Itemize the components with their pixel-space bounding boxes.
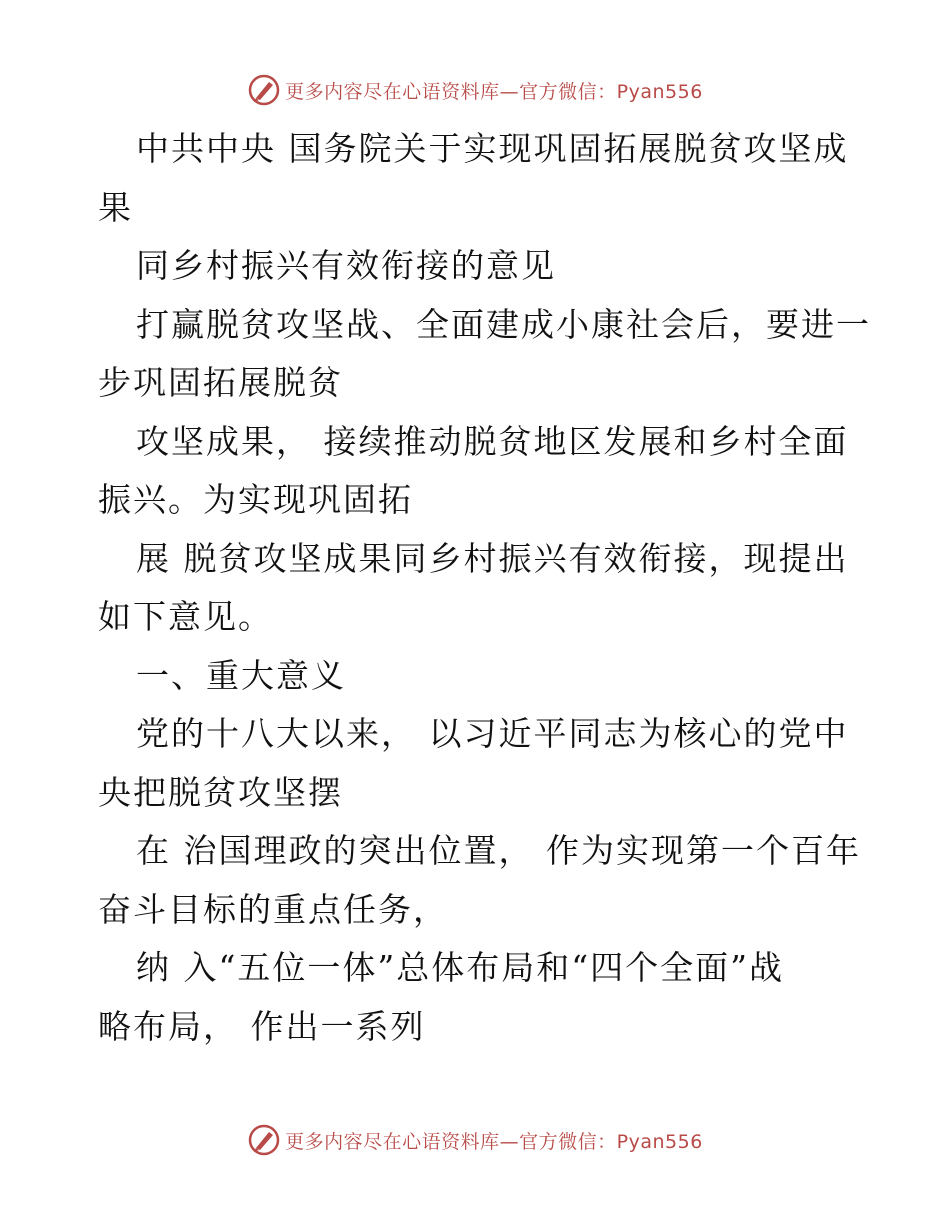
text-line: 攻坚成果， 接续推动脱贫地区发展和乡村全面 — [136, 421, 849, 461]
text-line: 打赢脱贫攻坚战、全面建成小康社会后，要进一 — [136, 304, 871, 344]
text-line: 展 脱贫攻坚成果同乡村振兴有效衔接，现提出 — [136, 538, 849, 578]
watermark-text: 更多内容尽在心语资料库—官方微信：Pyan556 — [285, 80, 703, 103]
document-body — [98, 120, 871, 1056]
text-line: 略布局， 作出一系列 — [98, 1006, 426, 1046]
watermark-text: 更多内容尽在心语资料库—官方微信：Pyan556 — [285, 1130, 703, 1153]
text-line: 党的十八大以来， 以习近平同志为核心的党中 — [136, 714, 849, 753]
text-line: 纳 入“五位一体”总体布局和“四个全面”战 — [136, 948, 784, 987]
watermark-header — [0, 70, 950, 110]
quill-logo-icon — [247, 1123, 281, 1157]
text-line: 央把脱贫攻坚摆 — [98, 772, 343, 812]
text-line: 中共中央 国务院关于实现巩固拓展脱贫攻坚成 — [136, 129, 849, 168]
text-line: 在 治国理政的突出位置， 作为实现第一个百年 — [136, 831, 861, 870]
text-line: 果 — [98, 187, 133, 227]
text-line: 如下意见。 — [98, 597, 273, 636]
text-line: 振兴。为实现巩固拓 — [98, 480, 413, 519]
text-line: 同乡村振兴有效衔接的意见 — [136, 246, 556, 285]
quill-logo-icon — [247, 73, 281, 107]
text-line: 奋斗目标的重点任务， — [98, 889, 448, 929]
text-line: 步巩固拓展脱贫 — [98, 363, 343, 402]
watermark-footer — [0, 1120, 950, 1160]
text-line: 一、重大意义 — [136, 655, 346, 695]
